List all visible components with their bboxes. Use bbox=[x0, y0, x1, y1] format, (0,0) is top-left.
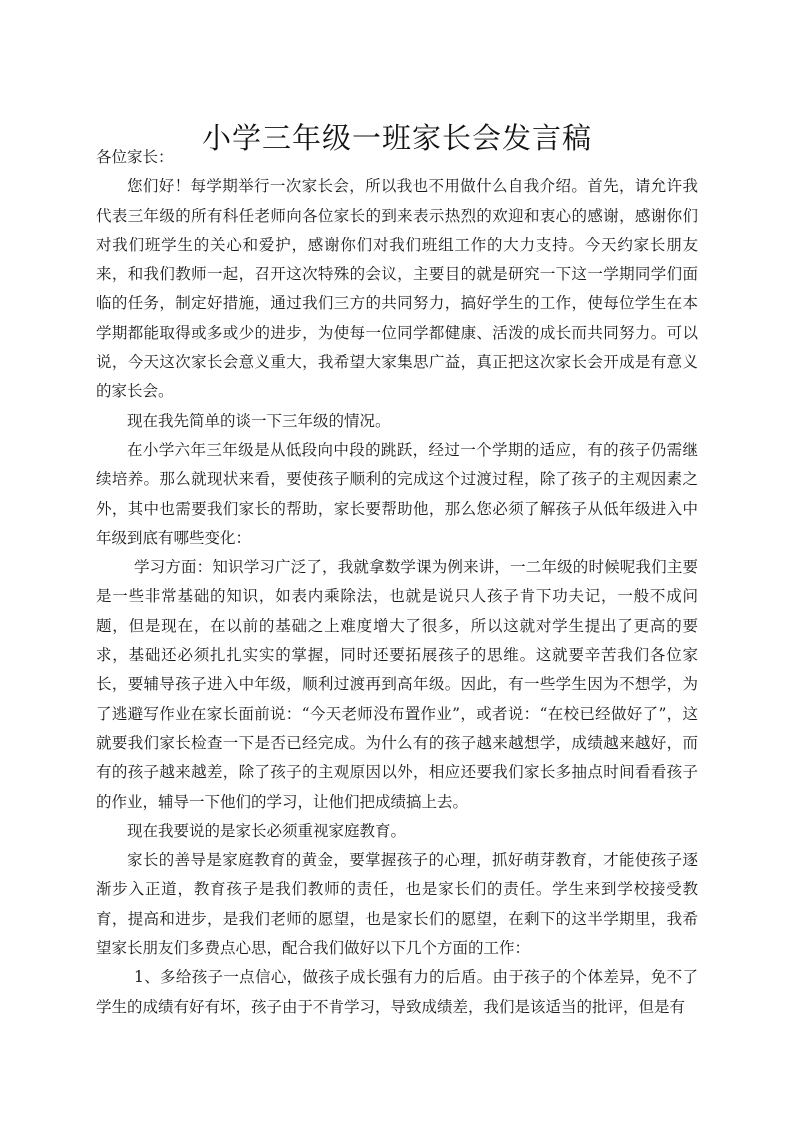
salutation: 各位家长： bbox=[96, 148, 174, 166]
paragraph-intro-situation: 现在我先简单的谈一下三年级的情况。 bbox=[127, 411, 391, 430]
document-title: 小学三年级一班家长会发言稿 bbox=[201, 121, 592, 156]
paragraph-grade-transition: 在小学六年三年级是从低段向中段的跳跃，经过一个学期的适应，有的孩子仍需继续培养。那么就现状来看，要使孩子顺利的完成这个过渡过程，除了孩子的主观因素之外，其中也需要我们家长的帮助，家长要帮助他，那么您必须了解孩子从低年级进入中年级到底有哪些变化： bbox=[96, 440, 698, 547]
paragraph-family-education-heading: 现在我要说的是家长必须重视家庭教育。 bbox=[127, 821, 407, 840]
paragraph-study-aspect: 学习方面：知识学习广泛了，我就拿数学课为例来讲，一二年级的时候呢我们主要是一些非常基础的知识，如表内乘除法，也就是说只人孩子肯下功夫记，一般不成问题，但是现在，在以前的基础之上难度增大了很多，所以这就对学生提出了更高的要求，基础还必须扎扎实实的掌握，同时还要拓展孩子的思维。这就要辛苦我们各位家长，要辅导孩子进入中年级，顺利过渡再到高年级。因此，有一些学生因为不想学，为了逃避写作业在家长面前说：“今天老师没布置作业”，或者说：“在校已经做好了”，这就要我们家长检查一下是否已经完成。为什么有的孩子越来越想学，成绩越来越好，而有的孩子越来越差，除了孩子的主观原因以外，相应还要我们家长多抽点时间看看孩子的作业，辅导一下他们的学习，让他们把成绩搞上去。 bbox=[96, 558, 698, 811]
paragraph-opening: 您们好！每学期举行一次家长会，所以我也不用做什么自我介绍。首先，请允许我代表三年级的所有科任老师向各位家长的到来表示热烈的欢迎和衷心的感谢，感谢你们对我们班学生的关心和爱护，感谢你们对我们班组工作的大力支持。今天约家长朋友来，和我们教师一起，召开这次特殊的会议，主要目的就是研究一下这一学期同学们面临的任务，制定好措施，通过我们三方的共同努力，搞好学生的工作，使每位学生在本学期都能取得或多或少的进步，为使每一位同学都健康、活泼的成长而共同努力。可以说，今天这次家长会意义重大，我希望大家集思广益，真正把这次家长会开成是有意义的家长会。 bbox=[96, 177, 698, 401]
document-body bbox=[96, 143, 698, 1022]
paragraph-family-education: 家长的善导是家庭教育的黄金，要掌握孩子的心理，抓好萌芽教育，才能使孩子逐渐步入正道，教育孩子是我们教师的责任，也是家长们的责任。学生来到学校接受教育，提高和进步，是我们老师的愿望，也是家长们的愿望，在剩下的这半学期里，我希望家长朋友们多费点心思，配合我们做好以下几个方面的工作： bbox=[96, 851, 698, 958]
paragraph-point-1: 1、多给孩子一点信心，做孩子成长强有力的后盾。由于孩子的个体差异，免不了学生的成绩有好有坏，孩子由于不肯学习，导致成绩差，我们是该适当的批评，但是有 bbox=[96, 968, 698, 1016]
